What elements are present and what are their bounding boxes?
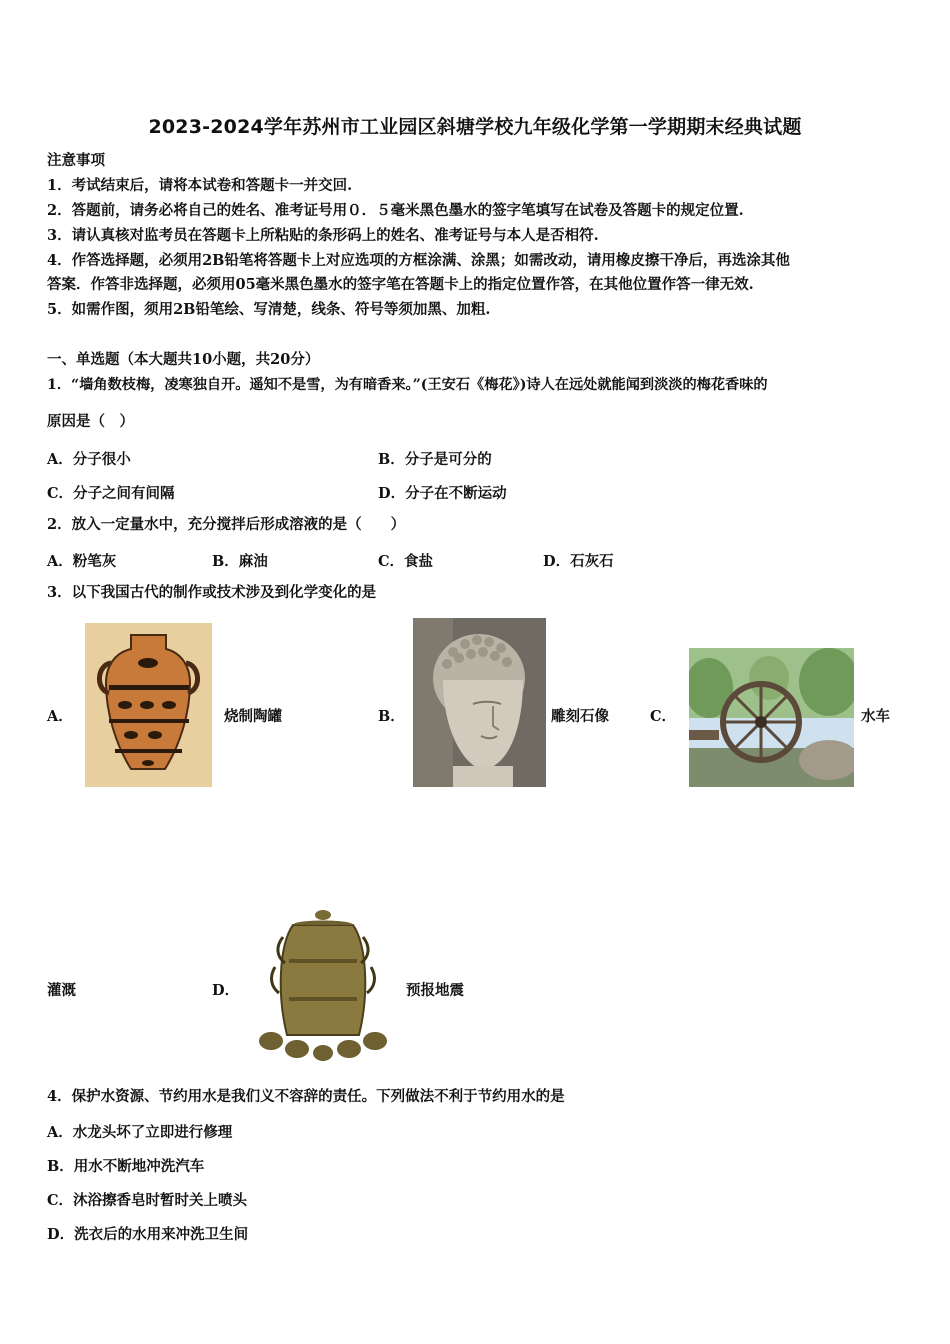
q3-label-a: A． (47, 708, 73, 725)
question-4-stem: 4．保护水资源、节约用水是我们义不容辞的责任。下列做法不利于节约用水的是 (47, 1088, 565, 1105)
q4-option-b: B．用水不断地冲洗汽车 (47, 1158, 205, 1175)
q2-option-c: C．食盐 (378, 553, 434, 570)
q4-option-a: A．水龙头坏了立即进行修理 (47, 1124, 233, 1141)
pottery-jar-image (85, 623, 212, 787)
question-3-stem: 3．以下我国古代的制作或技术涉及到化学变化的是 (47, 584, 377, 601)
note-item: 答案．作答非选择题，必须用05毫米黑色墨水的签字笔在答题卡上的指定位置作答，在其他位置作答一律无效. (47, 276, 754, 293)
question-1-stem: 1．“墙角数枝梅，凌寒独自开。遥知不是雪，为有暗香来。”(王安石《梅花》)诗人在远处就能闻到淡淡的梅花香味的 (47, 377, 768, 393)
q4-option-c: C．沐浴擦香皂时暂时关上喷头 (47, 1192, 248, 1209)
q4-option-d: D．洗衣后的水用来冲洗卫生间 (47, 1226, 249, 1243)
q1-option-c: C．分子之间有间隔 (47, 485, 175, 502)
seismograph-image (253, 907, 393, 1064)
stone-buddha-head-image (413, 618, 546, 787)
note-item: 2．答题前，请务必将自己的姓名、准考证号用０．５毫米黑色墨水的签字笔填写在试卷及答题卡的规定位置. (47, 202, 744, 219)
water-wheel-image (689, 648, 854, 787)
page-title: 2023-2024学年苏州市工业园区斜塘学校九年级化学第一学期期末经典试题 (148, 116, 802, 138)
question-1-stem-cont: 原因是（ ） (47, 413, 134, 430)
notes-heading: 注意事项 (47, 152, 105, 169)
q3-caption-c: 水车 (861, 708, 890, 725)
note-item: 3．请认真核对监考员在答题卡上所粘贴的条形码上的姓名、准考证号与本人是否相符. (47, 227, 599, 244)
q1-option-d: D．分子在不断运动 (378, 485, 507, 502)
note-item: 5．如需作图，须用2B铅笔绘、写清楚，线条、符号等须加黑、加粗. (47, 301, 491, 318)
note-item: 1．考试结束后，请将本试卷和答题卡一并交回. (47, 177, 353, 194)
q3-caption-b: 雕刻石像 (551, 708, 609, 725)
q3-label-c: C． (650, 708, 677, 725)
q2-option-b: B．麻油 (212, 553, 268, 570)
q2-option-d: D．石灰石 (543, 553, 614, 570)
q2-option-a: A．粉笔灰 (47, 553, 117, 570)
question-2-stem: 2．放入一定量水中，充分搅拌后形成溶液的是（ ） (47, 516, 406, 533)
note-item: 4．作答选择题，必须用2B铅笔将答题卡上对应选项的方框涂满、涂黑；如需改动，请用橡皮擦干净后，再选涂其他 (47, 252, 790, 269)
q1-option-b: B．分子是可分的 (378, 451, 492, 468)
q3-label-b: B． (378, 708, 405, 725)
q3-caption-c-cont: 灌溉 (47, 982, 76, 999)
q3-caption-a: 烧制陶罐 (224, 708, 282, 725)
q3-label-d: D． (212, 982, 240, 999)
q3-caption-d: 预报地震 (406, 982, 464, 999)
section-heading: 一、单选题（本大题共10小题，共20分） (47, 351, 320, 368)
q1-option-a: A．分子很小 (47, 451, 131, 468)
